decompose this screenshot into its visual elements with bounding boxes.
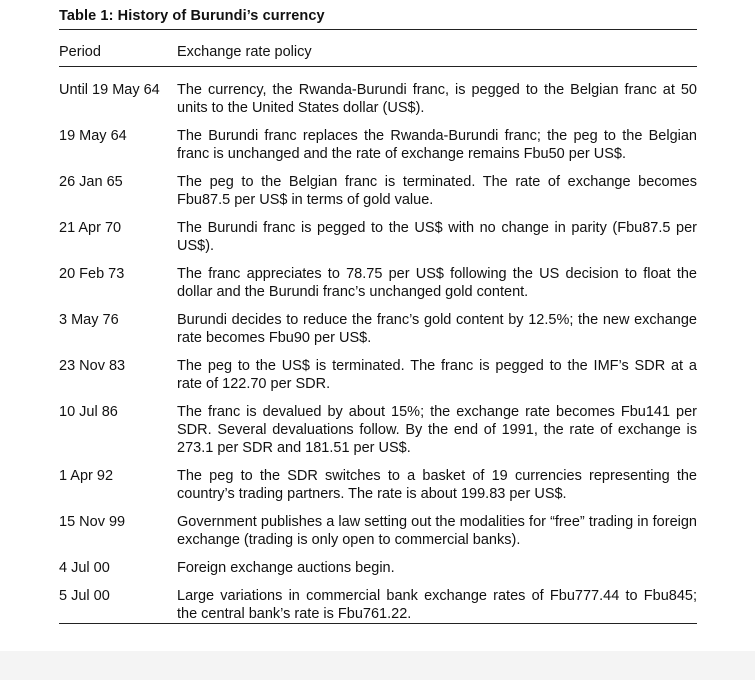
period-cell: 1 Apr 92	[59, 468, 114, 484]
policy-cell: The franc appreciates to 78.75 per US$ following the US decision to float the dollar and the Burundi franc’s unchanged gold content.	[177, 266, 697, 300]
period-cell: Until 19 May 64	[59, 82, 160, 98]
table-title: Table 1: History of Burundi’s currency	[59, 8, 325, 24]
period-cell: 21 Apr 70	[59, 220, 122, 236]
period-cell: 19 May 64	[59, 128, 127, 144]
policy-cell: Burundi decides to reduce the franc’s gold content by 12.5%; the new exchange rate becomes Fbu90 per US$.	[177, 312, 697, 346]
period-cell: 23 Nov 83	[59, 358, 126, 374]
period-cell: 10 Jul 86	[59, 404, 118, 420]
bottom-rule	[59, 623, 697, 624]
period-cell: 4 Jul 00	[59, 560, 110, 576]
header-rule	[59, 66, 697, 67]
policy-cell: The Burundi franc replaces the Rwanda-Burundi franc; the peg to the Belgian franc is unchanged and the rate of exchange remains Fbu50 per US$.	[177, 128, 697, 162]
policy-cell: The peg to the Belgian franc is terminated. The rate of exchange becomes Fbu87.5 per US$ in terms of gold value.	[177, 174, 697, 208]
period-cell: 5 Jul 00	[59, 588, 110, 604]
policy-cell: The currency, the Rwanda-Burundi franc, is pegged to the Belgian franc at 50 units to the United States dollar (US$).	[177, 82, 697, 116]
policy-cell: The peg to the US$ is terminated. The franc is pegged to the IMF’s SDR at a rate of 122.70 per SDR.	[177, 358, 697, 392]
period-cell: 20 Feb 73	[59, 266, 125, 282]
period-cell: 3 May 76	[59, 312, 119, 328]
policy-cell: The peg to the SDR switches to a basket of 19 currencies representing the country’s trading partners. The rate is about 199.83 per US$.	[177, 468, 697, 502]
period-cell: 15 Nov 99	[59, 514, 126, 530]
policy-cell: Government publishes a law setting out the modalities for “free” trading in foreign exchange (trading is only open to commercial banks).	[177, 514, 697, 548]
policy-cell: The Burundi franc is pegged to the US$ with no change in parity (Fbu87.5 per US$).	[177, 220, 697, 254]
policy-cell: Foreign exchange auctions begin.	[177, 560, 395, 576]
period-cell: 26 Jan 65	[59, 174, 123, 190]
column-header-period: Period	[59, 44, 101, 60]
column-header-policy: Exchange rate policy	[177, 44, 312, 60]
top-rule	[59, 29, 697, 30]
policy-cell: Large variations in commercial bank exchange rates of Fbu777.44 to Fbu845; the central bank’s rate is Fbu761.22.	[177, 588, 697, 622]
policy-cell: The franc is devalued by about 15%; the exchange rate becomes Fbu141 per SDR. Several devaluations follow. By the end of 1991, the rate of exchange is 273.1 per SDR and 181.51 per US$.	[177, 404, 697, 456]
